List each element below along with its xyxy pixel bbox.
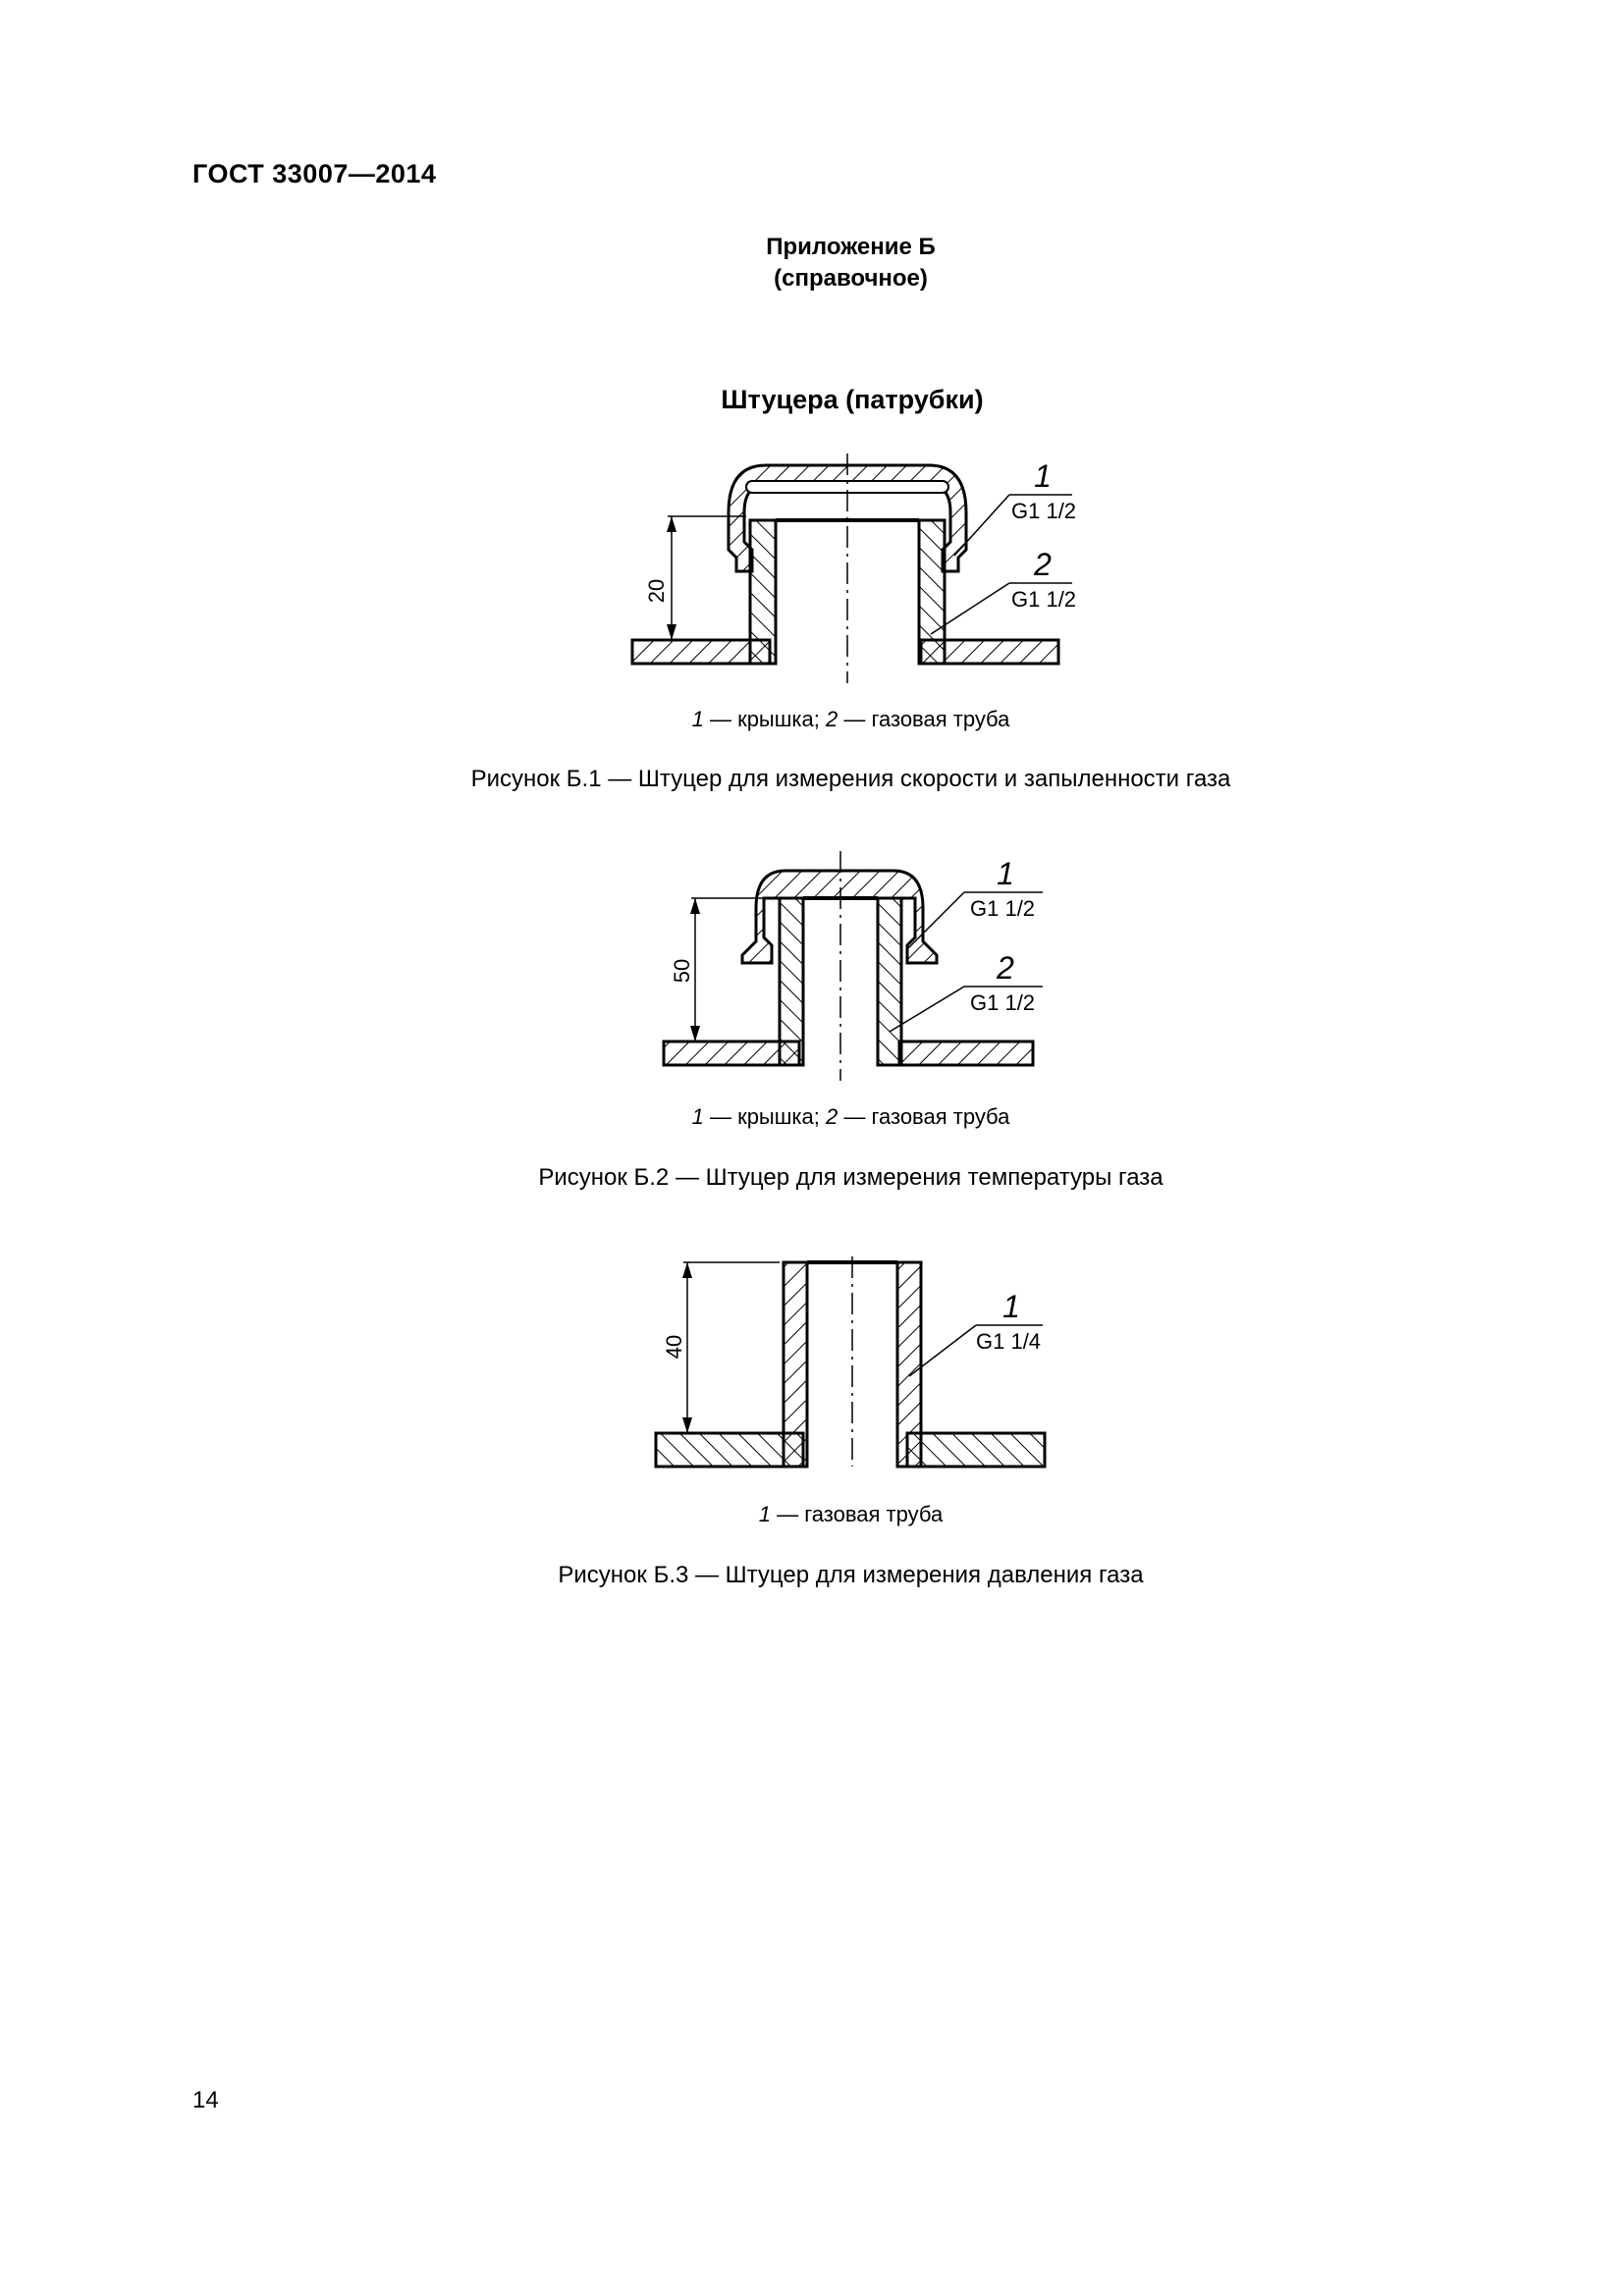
base-plate-right: [899, 1041, 1033, 1065]
document-standard-header: ГОСТ 33007—2014: [192, 159, 437, 188]
tube-wall-left: [780, 898, 803, 1065]
base-plate-right: [907, 1433, 1045, 1467]
legend-text: — крышка;: [703, 1104, 826, 1129]
callout-1-number: 1: [1034, 458, 1052, 494]
tube-wall-left: [784, 1262, 807, 1467]
section-title: Штуцера (патрубки): [721, 385, 984, 414]
legend-text: — газовая труба: [838, 1104, 1010, 1129]
tube-wall-left: [750, 520, 776, 664]
callout-1-thread: G1 1/4: [976, 1329, 1042, 1354]
callout-2-thread: G1 1/2: [1011, 587, 1077, 612]
tube-wall-right: [878, 898, 901, 1065]
figure-b1-drawing: [609, 452, 1080, 687]
figure-b3-drawing: [648, 1247, 1060, 1482]
legend-number: 1: [691, 707, 704, 731]
figure-b1-caption: Рисунок Б.1 — Штуцер для измерения скорости и запыленности газа: [470, 766, 1231, 792]
figure-b2-drawing: [648, 849, 1060, 1085]
figure-b1-legend: [0, 707, 1623, 732]
base-plate-left: [656, 1433, 803, 1467]
dimension-label: 50: [670, 958, 694, 984]
callout-2-thread: G1 1/2: [970, 990, 1036, 1015]
callout-2-number: 2: [1034, 547, 1052, 582]
legend-number: 2: [825, 1104, 839, 1129]
legend-number: 2: [825, 707, 839, 731]
legend-text: — крышка;: [703, 707, 826, 731]
figure-b2-caption: Рисунок Б.2 — Штуцер для измерения температуры газа: [538, 1164, 1163, 1191]
annex-subtitle: (справочное): [774, 265, 928, 292]
callout-1-number: 1: [1002, 1289, 1020, 1324]
dimension-label: 20: [644, 578, 669, 604]
dimension-label: 40: [662, 1334, 686, 1360]
annex-heading: [0, 232, 1623, 294]
callout-1-number: 1: [997, 856, 1014, 891]
callout-2-number: 2: [997, 950, 1014, 986]
tube-wall-right: [897, 1262, 921, 1467]
legend-text: — газовая труба: [838, 707, 1010, 731]
callout-1-thread: G1 1/2: [1011, 499, 1077, 523]
figure-b3-legend: [0, 1502, 1623, 1527]
annex-title: Приложение Б: [766, 234, 936, 260]
tube-wall-right: [919, 520, 945, 664]
figure-b2-legend: [0, 1104, 1623, 1130]
page-number: 14: [192, 2087, 219, 2113]
legend-text: — газовая труба: [771, 1502, 944, 1526]
callout-1-thread: G1 1/2: [970, 896, 1036, 921]
legend-number: 1: [691, 1104, 704, 1129]
legend-number: 1: [758, 1502, 772, 1526]
figure-b3-caption: Рисунок Б.3 — Штуцер для измерения давления газа: [558, 1562, 1144, 1588]
